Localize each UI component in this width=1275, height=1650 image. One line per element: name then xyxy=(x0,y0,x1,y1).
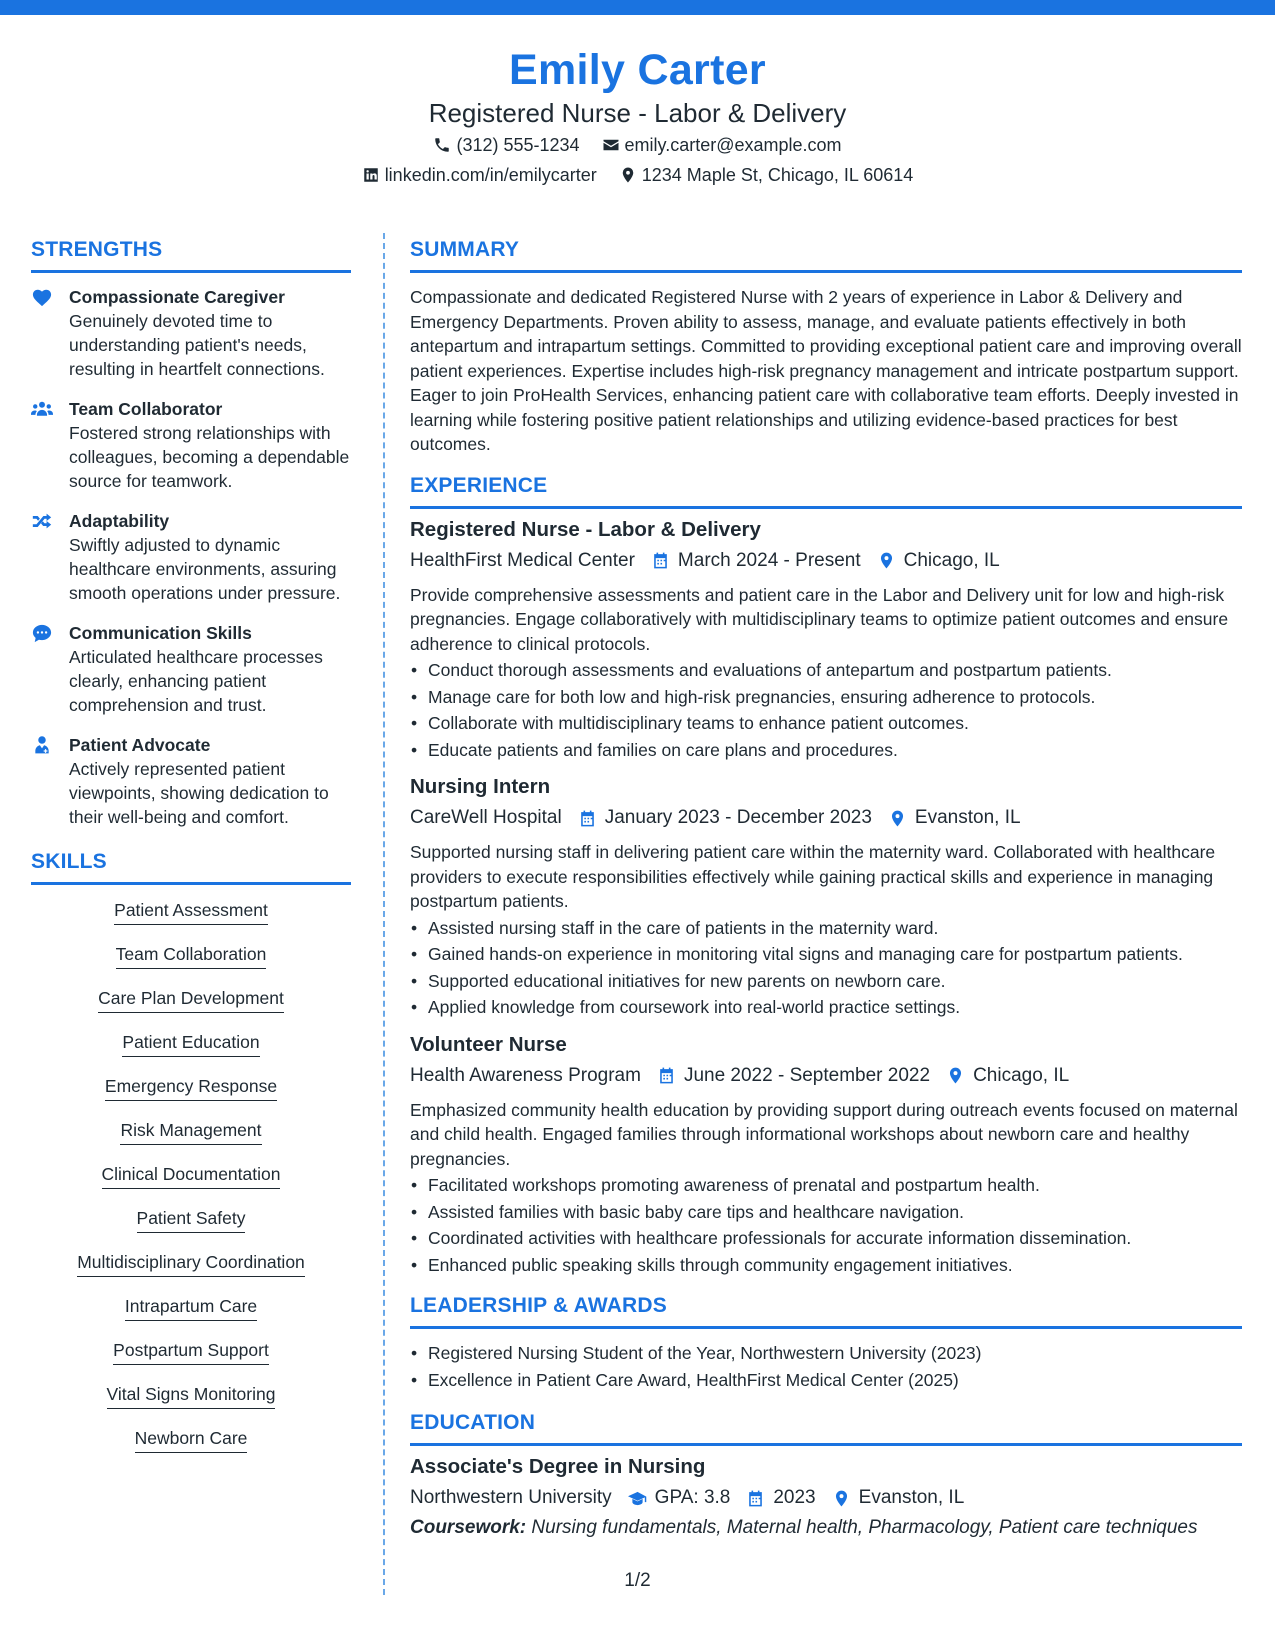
coursework-label: Coursework: xyxy=(410,1517,527,1538)
skill-item: Emergency Response xyxy=(105,1073,277,1101)
bullet-item: • Enhanced public speaking skills through community engagement initiatives. xyxy=(410,1253,1242,1278)
skill-item: Patient Assessment xyxy=(114,897,268,925)
job-dates: June 2022 - September 2022 xyxy=(683,1064,931,1086)
skill-item: Risk Management xyxy=(120,1117,261,1145)
education-location: Evanston, IL xyxy=(858,1487,965,1508)
strength-desc: Articulated healthcare processes clearly, enhancing patient comprehension and trust. xyxy=(69,647,323,715)
top-accent-bar xyxy=(0,0,1275,15)
skill-item: Patient Education xyxy=(122,1029,259,1057)
job-entry xyxy=(410,515,1242,763)
calendar-icon xyxy=(578,809,597,828)
job-bullets xyxy=(410,658,1242,762)
job-description: Emphasized community health education by providing support during outreach events focused on maternal and child health. Engaged families through informational workshops about newborn care and healthy pregnancies. xyxy=(410,1099,1238,1169)
address-contact xyxy=(619,160,914,190)
strength-desc: Actively represented patient viewpoints, showing dedication to their well-being and comfort. xyxy=(69,759,329,827)
job-description: Provide comprehensive assessments and patient care in the Labor and Delivery unit for low and high-risk pregnancies. Engage collaboratively with multidisciplinary teams to optimize patient outcomes and ensure adherence to clinical protocols. xyxy=(410,584,1229,654)
strength-title: Adaptability xyxy=(69,511,170,531)
strength-title: Compassionate Caregiver xyxy=(69,287,285,307)
bullet-item: • Applied knowledge from coursework into real-world practice settings. xyxy=(410,995,1242,1020)
chat-icon xyxy=(31,623,53,643)
bullet-item: • Facilitated workshops promoting awareness of prenatal and postpartum health. xyxy=(410,1173,1242,1198)
users-icon xyxy=(31,399,53,419)
candidate-name: Emily Carter xyxy=(509,46,766,94)
skill-item: Team Collaboration xyxy=(116,941,267,969)
degree-title: Associate's Degree in Nursing xyxy=(410,1455,706,1478)
calendar-icon xyxy=(657,1066,676,1085)
bullet-item: • Conduct thorough assessments and evaluations of antepartum and postpartum patients. xyxy=(410,658,1242,683)
phone-contact xyxy=(433,130,579,160)
strength-desc: Swiftly adjusted to dynamic healthcare environments, assuring smooth operations under pressure. xyxy=(69,535,341,603)
strength-title: Team Collaborator xyxy=(69,399,223,419)
phone-text: (312) 555-1234 xyxy=(456,135,580,155)
linkedin-contact[interactable] xyxy=(362,160,597,190)
skills-list xyxy=(31,897,351,1469)
job-location: Evanston, IL xyxy=(914,807,1021,828)
calendar-icon xyxy=(746,1489,765,1508)
address-text: 1234 Maple St, Chicago, IL 60614 xyxy=(641,165,914,185)
education-heading: EDUCATION xyxy=(410,1408,1242,1446)
strength-title: Communication Skills xyxy=(69,623,252,643)
award-item: • Registered Nursing Student of the Year, Northwestern University (2023) xyxy=(410,1341,1242,1366)
resume-header xyxy=(0,44,1275,190)
job-org: Health Awareness Program xyxy=(410,1064,641,1086)
experience-heading: EXPERIENCE xyxy=(410,471,1242,509)
job-entry xyxy=(410,772,1242,1020)
map-pin-icon xyxy=(877,551,896,570)
linkedin-text[interactable]: linkedin.com/in/emilycarter xyxy=(384,165,597,185)
summary-heading: SUMMARY xyxy=(410,235,1242,273)
job-dates: January 2023 - December 2023 xyxy=(604,807,872,828)
job-meta xyxy=(410,802,1242,834)
skills-heading: SKILLS xyxy=(31,847,351,885)
strength-item xyxy=(31,621,351,717)
coursework xyxy=(410,1516,1242,1540)
bullet-item: • Assisted families with basic baby care tips and healthcare navigation. xyxy=(410,1200,1242,1225)
doctor-icon xyxy=(31,735,53,755)
contact-row-1 xyxy=(0,130,1275,160)
bullet-item: • Assisted nursing staff in the care of patients in the maternity ward. xyxy=(410,916,1242,941)
job-dates: March 2024 - Present xyxy=(677,549,861,571)
bullet-item: • Manage care for both low and high-risk pregnancies, ensuring adherence to protocols. xyxy=(410,685,1242,710)
map-pin-icon xyxy=(832,1489,851,1508)
skill-item: Newborn Care xyxy=(135,1425,248,1453)
job-meta xyxy=(410,545,1242,577)
page-number: 1/2 xyxy=(624,1570,651,1591)
envelope-icon xyxy=(602,136,620,154)
bullet-item: • Gained hands-on experience in monitoring vital signs and managing care for postpartum patients. xyxy=(410,942,1242,967)
education-meta xyxy=(410,1482,1242,1514)
award-item: • Excellence in Patient Care Award, HealthFirst Medical Center (2025) xyxy=(410,1368,1242,1393)
coursework-text: Nursing fundamentals, Maternal health, Pharmacology, Patient care techniques xyxy=(531,1517,1198,1538)
job-entry xyxy=(410,1030,1242,1278)
job-title: Registered Nurse - Labor & Delivery xyxy=(410,517,761,541)
phone-icon xyxy=(433,136,451,154)
strengths-heading: STRENGTHS xyxy=(31,235,351,273)
job-meta xyxy=(410,1060,1242,1092)
awards-heading: LEADERSHIP & AWARDS xyxy=(410,1291,1242,1329)
bullet-item: • Coordinated activities with healthcare professionals for accurate information dissemination. xyxy=(410,1226,1242,1251)
calendar-icon xyxy=(651,551,670,570)
right-column xyxy=(410,235,1242,1540)
candidate-title: Registered Nurse - Labor & Delivery xyxy=(428,98,847,128)
job-location: Chicago, IL xyxy=(973,1064,1070,1086)
skill-item: Patient Safety xyxy=(137,1205,246,1233)
gpa-text: GPA: 3.8 xyxy=(654,1487,731,1508)
skill-item: Intrapartum Care xyxy=(125,1293,257,1321)
job-bullets xyxy=(410,916,1242,1020)
map-pin-icon xyxy=(619,166,637,184)
linkedin-icon xyxy=(362,166,380,184)
job-bullets xyxy=(410,1173,1242,1277)
strength-title: Patient Advocate xyxy=(69,735,211,755)
strength-item xyxy=(31,285,351,381)
job-description: Supported nursing staff in delivering patient care within the maternity ward. Collaborated with healthcare providers to execute responsibilities effectively while gaining practical skills and experience in managing postpartum patients. xyxy=(410,842,1216,911)
summary-text: Compassionate and dedicated Registered Nurse with 2 years of experience in Labor & Delivery and Emergency Departments. Proven ability to assess, manage, and evaluate patients effectively in both antepartum and intrapartum settings. Committed to providing exceptional patient care and improving overall patient experiences. Expertise includes high-risk pregnancy management and intricate postpartum support. Eager to join ProHealth Services, enhancing patient care with collaborative team efforts. Deeply invested in learning while fostering positive patient relationships and utilizing evidence-based practices for best outcomes. xyxy=(410,287,1242,454)
map-pin-icon xyxy=(946,1066,965,1085)
strength-item xyxy=(31,397,351,493)
job-title: Nursing Intern xyxy=(410,775,551,798)
map-pin-icon xyxy=(888,809,907,828)
job-org: CareWell Hospital xyxy=(410,807,562,828)
contact-row-2 xyxy=(0,160,1275,190)
school-name: Northwestern University xyxy=(410,1487,612,1508)
skill-item: Postpartum Support xyxy=(113,1337,269,1365)
bullet-item: • Collaborate with multidisciplinary teams to enhance patient outcomes. xyxy=(410,711,1242,736)
skill-item: Multidisciplinary Coordination xyxy=(77,1249,305,1277)
graduation-cap-icon xyxy=(628,1489,647,1508)
skill-item: Clinical Documentation xyxy=(102,1161,281,1189)
job-org: HealthFirst Medical Center xyxy=(410,549,635,571)
email-contact[interactable] xyxy=(602,130,842,160)
left-column xyxy=(31,235,351,1469)
skill-item: Care Plan Development xyxy=(98,985,284,1013)
bullet-item: • Educate patients and families on care plans and procedures. xyxy=(410,738,1242,763)
job-title: Volunteer Nurse xyxy=(410,1032,567,1056)
job-location: Chicago, IL xyxy=(903,549,1000,571)
bullet-item: • Supported educational initiatives for new parents on newborn care. xyxy=(410,969,1242,994)
strength-desc: Genuinely devoted time to understanding patient's needs, resulting in heartfelt connections. xyxy=(69,311,325,379)
strength-desc: Fostered strong relationships with colleagues, becoming a dependable source for teamwork. xyxy=(69,423,350,491)
email-text[interactable]: emily.carter@example.com xyxy=(624,135,842,155)
heart-icon xyxy=(31,287,53,307)
skill-item: Vital Signs Monitoring xyxy=(107,1381,276,1409)
column-divider xyxy=(383,233,385,1595)
strength-item xyxy=(31,509,351,605)
awards-list xyxy=(410,1341,1242,1392)
strength-item xyxy=(31,733,351,829)
shuffle-icon xyxy=(31,511,53,531)
education-year: 2023 xyxy=(773,1487,816,1508)
